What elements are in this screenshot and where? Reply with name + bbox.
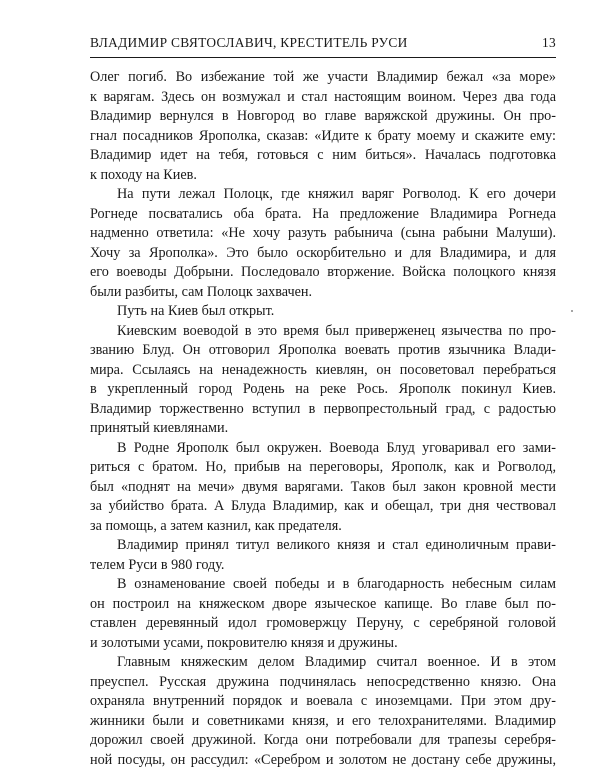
text-line: Олег погиб. Во избежание той же участи Владимир бежал «за море» <box>90 68 556 88</box>
margin-speck <box>571 310 573 312</box>
text-line: Рогнеде посватались оба брата. На предложение Владимира Рогнеда <box>90 205 556 225</box>
text-line: он построил на княжеском дворе языческое капище. Во главе был по- <box>90 595 556 615</box>
text-line: Хочу за Ярополка». Это было оскорбительно и для Владимира, и для <box>90 244 556 264</box>
text-line: телем Руси в 980 году. <box>90 556 556 576</box>
text-line: Владимир идет на тебя, готовься с ним биться». Началась подготовка <box>90 146 556 166</box>
text-line: принятый киевлянами. <box>90 419 556 439</box>
text-line: Путь на Киев был открыт. <box>90 302 556 322</box>
text-line: в укрепленный город Родень на реке Рось. Ярополк покинул Киев. <box>90 380 556 400</box>
body-text <box>90 68 556 770</box>
text-line: Киевским воеводой в это время был приверженец язычества по про- <box>90 322 556 342</box>
text-line: за убийство брата. А Блуда Владимир, как и обещал, три дня чествовал <box>90 497 556 517</box>
text-line: риться с братом. Но, прибыв на переговоры, Ярополк, как и Рогволод, <box>90 458 556 478</box>
text-line: и золотыми усами, покровителю князя и дружины. <box>90 634 556 654</box>
header-rule <box>90 57 556 58</box>
text-line: к походу на Киев. <box>90 166 556 186</box>
text-line: были разбиты, сам Полоцк захвачен. <box>90 283 556 303</box>
text-line: Владимир торжественно вступил в первопрестольный град, с радостью <box>90 400 556 420</box>
text-line: преуспел. Русская дружина подчинялась непосредственно князю. Она <box>90 673 556 693</box>
text-line: В ознаменование своей победы и в благодарность небесным силам <box>90 575 556 595</box>
text-line: Главным княжеским делом Владимир считал военное. И в этом <box>90 653 556 673</box>
text-line: его воеводы Добрыни. Последовало вторжение. Войска полоцкого князя <box>90 263 556 283</box>
text-line: званию Блуд. Он отговорил Ярополка воевать против язычника Влади- <box>90 341 556 361</box>
text-line: был «поднят на мечи» двумя варягами. Таков был закон кровной мести <box>90 478 556 498</box>
text-line: гнал посадников Ярополка, сказав: «Идите к брату моему и скажите ему: <box>90 127 556 147</box>
text-line: В Родне Ярополк был окружен. Воевода Блуд уговаривал его зами- <box>90 439 556 459</box>
text-line: Владимир вернулся в Новгород во главе варяжской дружины. Он про- <box>90 107 556 127</box>
text-line: На пути лежал Полоцк, где княжил варяг Рогволод. К его дочери <box>90 185 556 205</box>
text-line: к варягам. Здесь он возмужал и стал настоящим воином. Через два года <box>90 88 556 108</box>
page-number: 13 <box>542 35 556 51</box>
text-line: ной посуды, он рассудил: «Серебром и золотом не достану себе дружины, <box>90 751 556 770</box>
text-line: мира. Ссылаясь на ненадежность киевлян, он посоветовал перебраться <box>90 361 556 381</box>
text-line: дорожил своей дружиной. Когда они потребовали для трапезы серебря- <box>90 731 556 751</box>
text-line: охраняла внутренний порядок и воевала с иноземцами. При этом дру- <box>90 692 556 712</box>
text-line: Владимир принял титул великого князя и стал единоличным прави- <box>90 536 556 556</box>
text-line: жинники были и советниками князя, и его телохранителями. Владимир <box>90 712 556 732</box>
text-line: ставлен деревянный идол громовержцу Перуну, с серебряной головой <box>90 614 556 634</box>
text-line: надменно ответила: «Не хочу разуть рабынича (сына рабыни Малуши). <box>90 224 556 244</box>
text-line: за помощь, а затем казнил, как предателя. <box>90 517 556 537</box>
running-title: ВЛАДИМИР СВЯТОСЛАВИЧ, КРЕСТИТЕЛЬ РУСИ <box>90 35 408 51</box>
